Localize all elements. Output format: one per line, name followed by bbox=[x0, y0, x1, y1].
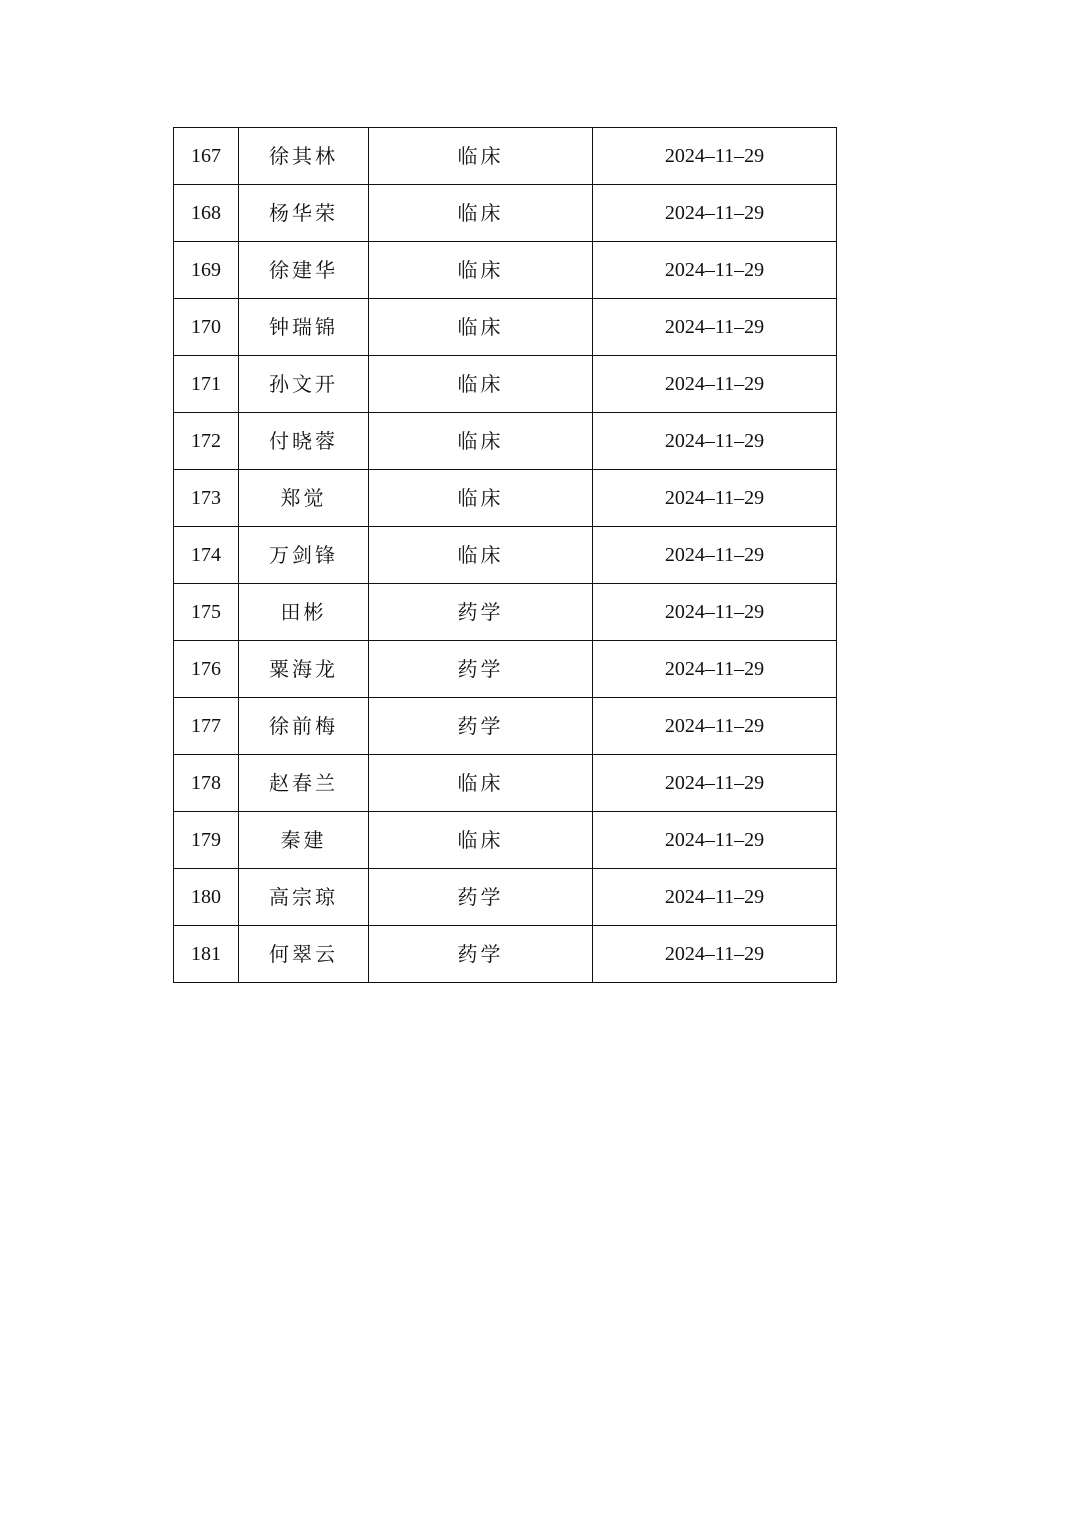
date-cell: 2024–11–29 bbox=[593, 128, 837, 185]
department-cell: 临床 bbox=[369, 413, 593, 470]
row-number-cell: 179 bbox=[174, 812, 239, 869]
name-cell: 万剑锋 bbox=[239, 527, 369, 584]
department-cell: 临床 bbox=[369, 299, 593, 356]
row-number-cell: 171 bbox=[174, 356, 239, 413]
table-row bbox=[174, 299, 837, 356]
table-row bbox=[174, 641, 837, 698]
table-row bbox=[174, 926, 837, 983]
name-cell: 田彬 bbox=[239, 584, 369, 641]
department-cell: 药学 bbox=[369, 926, 593, 983]
date-cell: 2024–11–29 bbox=[593, 698, 837, 755]
row-number-cell: 181 bbox=[174, 926, 239, 983]
department-cell: 临床 bbox=[369, 356, 593, 413]
row-number-cell: 167 bbox=[174, 128, 239, 185]
date-cell: 2024–11–29 bbox=[593, 812, 837, 869]
table-row bbox=[174, 755, 837, 812]
name-cell: 粟海龙 bbox=[239, 641, 369, 698]
name-cell: 何翠云 bbox=[239, 926, 369, 983]
department-cell: 药学 bbox=[369, 869, 593, 926]
name-cell: 孙文开 bbox=[239, 356, 369, 413]
date-cell: 2024–11–29 bbox=[593, 926, 837, 983]
table-row bbox=[174, 128, 837, 185]
name-cell: 徐其林 bbox=[239, 128, 369, 185]
department-cell: 临床 bbox=[369, 185, 593, 242]
department-cell: 临床 bbox=[369, 128, 593, 185]
date-cell: 2024–11–29 bbox=[593, 299, 837, 356]
name-cell: 高宗琼 bbox=[239, 869, 369, 926]
row-number-cell: 178 bbox=[174, 755, 239, 812]
roster-table bbox=[173, 127, 837, 983]
department-cell: 临床 bbox=[369, 242, 593, 299]
row-number-cell: 169 bbox=[174, 242, 239, 299]
name-cell: 付晓蓉 bbox=[239, 413, 369, 470]
row-number-cell: 172 bbox=[174, 413, 239, 470]
table-row bbox=[174, 527, 837, 584]
row-number-cell: 170 bbox=[174, 299, 239, 356]
department-cell: 临床 bbox=[369, 527, 593, 584]
date-cell: 2024–11–29 bbox=[593, 413, 837, 470]
table-row bbox=[174, 242, 837, 299]
department-cell: 临床 bbox=[369, 470, 593, 527]
department-cell: 临床 bbox=[369, 755, 593, 812]
row-number-cell: 177 bbox=[174, 698, 239, 755]
date-cell: 2024–11–29 bbox=[593, 641, 837, 698]
department-cell: 临床 bbox=[369, 812, 593, 869]
row-number-cell: 180 bbox=[174, 869, 239, 926]
name-cell: 赵春兰 bbox=[239, 755, 369, 812]
table-row bbox=[174, 185, 837, 242]
date-cell: 2024–11–29 bbox=[593, 869, 837, 926]
table-row bbox=[174, 698, 837, 755]
table-row bbox=[174, 356, 837, 413]
name-cell: 杨华荣 bbox=[239, 185, 369, 242]
date-cell: 2024–11–29 bbox=[593, 470, 837, 527]
date-cell: 2024–11–29 bbox=[593, 242, 837, 299]
date-cell: 2024–11–29 bbox=[593, 755, 837, 812]
table-row bbox=[174, 470, 837, 527]
table-row bbox=[174, 869, 837, 926]
date-cell: 2024–11–29 bbox=[593, 527, 837, 584]
row-number-cell: 176 bbox=[174, 641, 239, 698]
name-cell: 徐前梅 bbox=[239, 698, 369, 755]
department-cell: 药学 bbox=[369, 641, 593, 698]
row-number-cell: 175 bbox=[174, 584, 239, 641]
name-cell: 徐建华 bbox=[239, 242, 369, 299]
department-cell: 药学 bbox=[369, 698, 593, 755]
name-cell: 钟瑞锦 bbox=[239, 299, 369, 356]
date-cell: 2024–11–29 bbox=[593, 584, 837, 641]
table-row bbox=[174, 584, 837, 641]
table-row bbox=[174, 812, 837, 869]
row-number-cell: 168 bbox=[174, 185, 239, 242]
name-cell: 秦建 bbox=[239, 812, 369, 869]
date-cell: 2024–11–29 bbox=[593, 356, 837, 413]
date-cell: 2024–11–29 bbox=[593, 185, 837, 242]
row-number-cell: 174 bbox=[174, 527, 239, 584]
department-cell: 药学 bbox=[369, 584, 593, 641]
row-number-cell: 173 bbox=[174, 470, 239, 527]
table-row bbox=[174, 413, 837, 470]
name-cell: 郑觉 bbox=[239, 470, 369, 527]
